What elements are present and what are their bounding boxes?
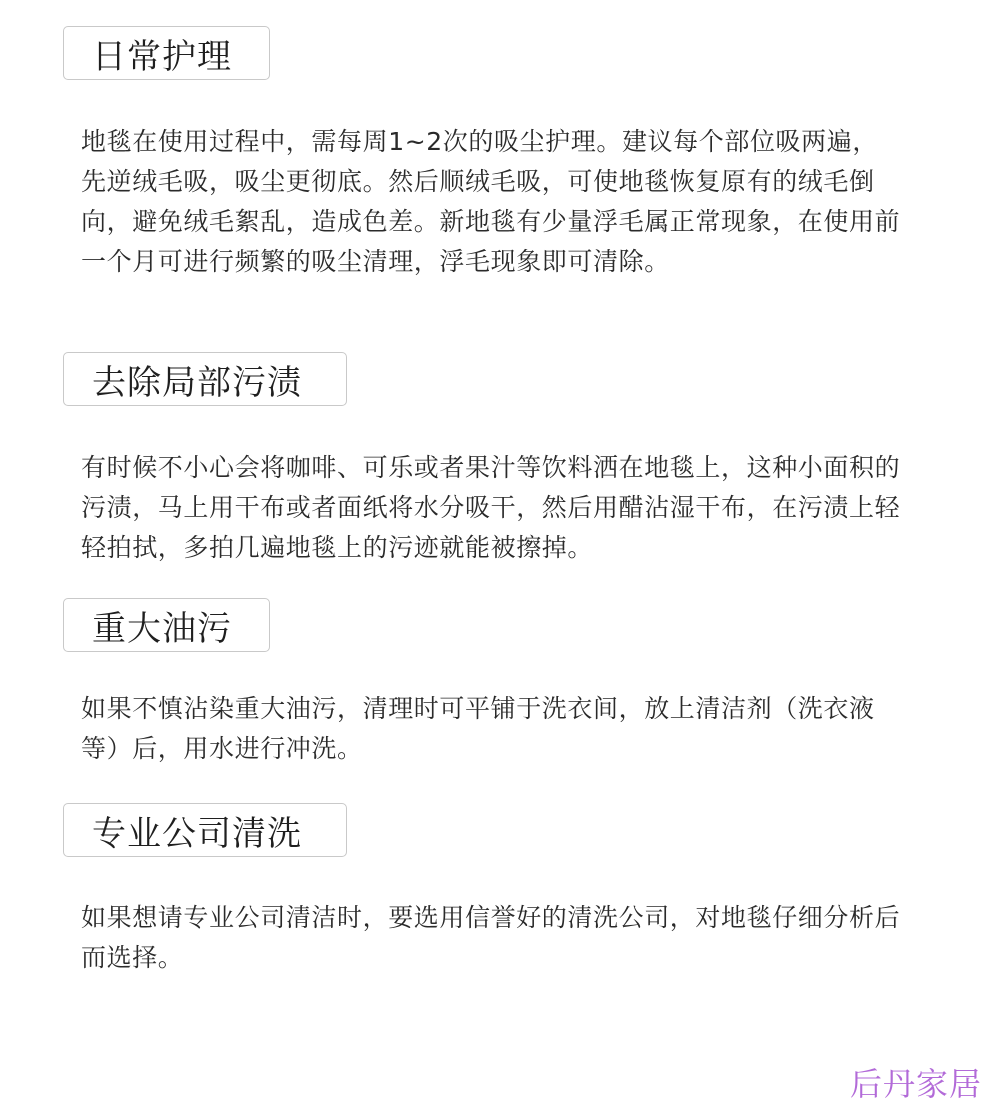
section-heading-heavy-oil [63, 598, 270, 652]
section-heading-text: 专业公司清洗 [92, 813, 302, 854]
section-heading-text: 去除局部污渍 [92, 362, 302, 403]
section-heading-professional [63, 803, 347, 857]
section-heading-local-stain [63, 352, 347, 406]
section-heading-text: 日常护理 [92, 36, 232, 77]
section-heading-text: 重大油污 [92, 608, 232, 649]
section-body-daily-care: 地毯在使用过程中，需每周1~2次的吸尘护理。建议每个部位吸两遍，先逆绒毛吸，吸尘更彻底。然后顺绒毛吸，可使地毯恢复原有的绒毛倒向，避免绒毛絮乱，造成色差。新地毯有少量浮毛属正常现象，在使用前一个月可进行频繁的吸尘清理，浮毛现象即可清除。 [81, 127, 901, 276]
section-body-heavy-oil: 如果不慎沾染重大油污，清理时可平铺于洗衣间，放上清洁剂（洗衣液等）后，用水进行冲洗。 [81, 694, 875, 763]
section-body-local-stain: 有时候不小心会将咖啡、可乐或者果汁等饮料洒在地毯上，这种小面积的污渍，马上用干布或者面纸将水分吸干，然后用醋沾湿干布，在污渍上轻轻拍拭，多拍几遍地毯上的污迹就能被擦掉。 [81, 453, 901, 562]
section-body-professional: 如果想请专业公司清洁时，要选用信誉好的清洗公司，对地毯仔细分析后而选择。 [81, 903, 901, 972]
brand-watermark: 后丹家居 [849, 1065, 982, 1103]
section-heading-daily-care [63, 26, 270, 80]
